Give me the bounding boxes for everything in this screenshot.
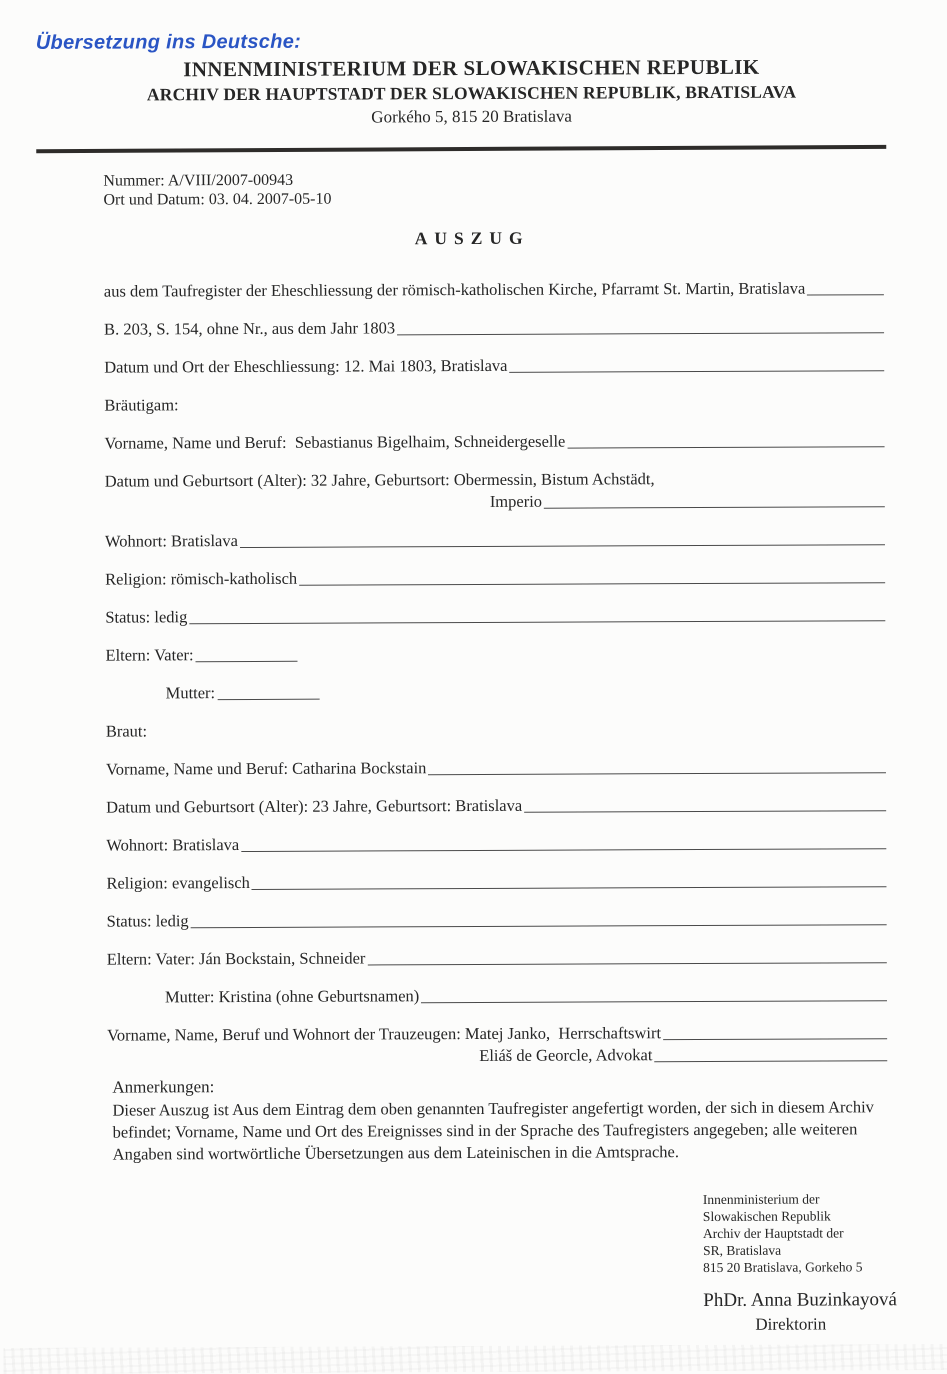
letterhead-address: Gorkého 5, 815 20 Bratislava xyxy=(371,106,572,127)
form-row xyxy=(106,717,886,741)
form-row-underline xyxy=(217,694,319,700)
form-row xyxy=(479,1043,887,1066)
form-row xyxy=(105,527,885,551)
form-row xyxy=(107,945,887,969)
form-row-label: Mutter: xyxy=(165,683,216,703)
form-row xyxy=(104,429,884,453)
letterhead xyxy=(0,54,945,129)
signature-address-line: Innenministerium der xyxy=(702,1191,820,1208)
form-row-label: Wohnort: Bratislava xyxy=(104,531,238,551)
form-row xyxy=(105,467,885,491)
form-row-underline xyxy=(663,1033,887,1040)
form-row-label: Status: ledig xyxy=(106,911,189,931)
form-row xyxy=(490,489,885,512)
form-row xyxy=(106,755,886,779)
reference-block xyxy=(103,171,331,210)
form-row-underline xyxy=(241,843,886,852)
form-row-underline xyxy=(196,656,298,662)
form-row-underline xyxy=(191,919,887,928)
form-row-label: Vorname, Name und Beruf: Catharina Bockstain xyxy=(105,758,427,779)
signatory-name: PhDr. Anna Buzinkayová xyxy=(703,1289,898,1312)
form-row-underline xyxy=(240,539,885,548)
form-row-underline xyxy=(567,441,884,448)
form-row xyxy=(166,679,886,703)
place-and-date: Ort und Datum: 03. 04. 2007-05-10 xyxy=(103,190,332,209)
remarks-line: befindet; Vorname, Name und Ort des Ereignisses sind in der Sprache des Taufregisters angegeben; alle weiteren xyxy=(112,1119,858,1142)
form-row-underline xyxy=(421,995,887,1003)
form-row-underline xyxy=(299,577,885,586)
form-row-label: Datum und Geburtsort (Alter): 23 Jahre, Geburtsort: Bratislava xyxy=(106,795,523,817)
form-row-label: Religion: evangelisch xyxy=(106,872,250,893)
form-row-label: Bräutigam: xyxy=(104,395,179,415)
signature-address-line: 815 20 Bratislava, Gorkeho 5 xyxy=(703,1259,863,1276)
form-row-label: B. 203, S. 154, ohne Nr., aus dem Jahr 1803 xyxy=(103,318,396,339)
form-row-label: aus dem Taufregister der Eheschliessung der römisch-katholischen Kirche, Pfarramt St. Martin, Bratislava xyxy=(103,278,806,301)
horizontal-rule xyxy=(36,145,886,153)
form-row xyxy=(106,793,886,817)
form-row-underline xyxy=(397,327,884,335)
document-title: AUSZUG xyxy=(414,227,530,249)
form-row-label: Wohnort: Bratislava xyxy=(106,835,240,855)
remarks-section xyxy=(112,1074,912,1165)
form-row xyxy=(165,983,887,1007)
remarks-text xyxy=(112,1096,912,1165)
form-row xyxy=(104,391,884,415)
form-row-underline xyxy=(367,957,886,965)
letterhead-archive: ARCHIV DER HAUPTSTADT DER SLOWAKISCHEN REPUBLIK, BRATISLAVA xyxy=(146,81,797,105)
form-row-label: Datum und Ort der Eheschliessung: 12. Mai 1803, Bratislava xyxy=(104,355,508,377)
form-row-label: Datum und Geburtsort (Alter): 32 Jahre, Geburtsort: Obermessin, Bistum Achstädt, xyxy=(104,469,655,491)
form-row-label: Mutter: Kristina (ohne Geburtsnamen) xyxy=(164,986,420,1007)
signature-address-line: SR, Bratislava xyxy=(703,1242,782,1259)
remarks-heading: Anmerkungen: xyxy=(112,1077,215,1097)
form-row xyxy=(104,315,884,339)
signature-address-line: Archiv der Hauptstadt der xyxy=(702,1225,844,1242)
form-row xyxy=(104,353,884,377)
form-row xyxy=(105,603,885,627)
form-row xyxy=(107,907,887,931)
signature-block xyxy=(703,1190,947,1335)
form-row xyxy=(104,277,884,301)
letterhead-ministry: INNENMINISTERIUM DER SLOWAKISCHEN REPUBLIK xyxy=(183,54,760,82)
form-row-underline xyxy=(428,767,886,775)
form-row xyxy=(105,565,885,589)
form-row-label: Eliáš de Georcle, Advokat xyxy=(479,1045,653,1065)
form-rows xyxy=(104,260,888,1067)
translation-note: Übersetzung ins Deutsche: xyxy=(35,30,302,54)
remarks-line: Angaben sind wortwörtliche Übersetzungen aus dem Lateinischen in die Amtsprache. xyxy=(112,1142,680,1164)
form-row-underline xyxy=(509,365,884,373)
form-row xyxy=(106,869,886,893)
signature-address xyxy=(703,1190,947,1276)
form-row-label: Braut: xyxy=(105,721,148,741)
scan-edge-artifact xyxy=(3,1344,947,1374)
form-row-underline xyxy=(654,1055,887,1062)
form-row-label: Status: ledig xyxy=(105,607,188,627)
form-row-label: Eltern: Vater: xyxy=(105,645,194,665)
form-row-underline xyxy=(252,881,887,890)
form-row xyxy=(107,1021,887,1045)
form-row xyxy=(105,641,885,665)
form-row-label: Eltern: Vater: Ján Bockstain, Schneider xyxy=(106,948,366,969)
remarks-line: Dieser Auszug ist Aus dem Eintrag dem oben genannten Taufregister angefertigt worden, der sich in diesem Archiv xyxy=(112,1097,874,1120)
form-row-label: Vorname, Name und Beruf: Sebastianus Bigelhaim, Schneidergeselle xyxy=(104,431,566,453)
signatory-role: Direktorin xyxy=(755,1314,827,1334)
form-row-label: Vorname, Name, Beruf und Wohnort der Trauzeugen: Matej Janko, Herrschaftswirt xyxy=(107,1023,662,1045)
form-row-underline xyxy=(524,805,886,813)
form-row xyxy=(106,831,886,855)
form-row-underline xyxy=(807,289,884,295)
form-row-underline xyxy=(544,501,885,508)
signature-address-line: Slowakischen Republik xyxy=(702,1208,831,1225)
form-row-label: Imperio xyxy=(489,491,543,511)
form-row-label: Religion: römisch-katholisch xyxy=(105,568,298,589)
form-row-underline xyxy=(189,615,885,624)
reference-number: Nummer: A/VIII/2007-00943 xyxy=(103,171,294,190)
